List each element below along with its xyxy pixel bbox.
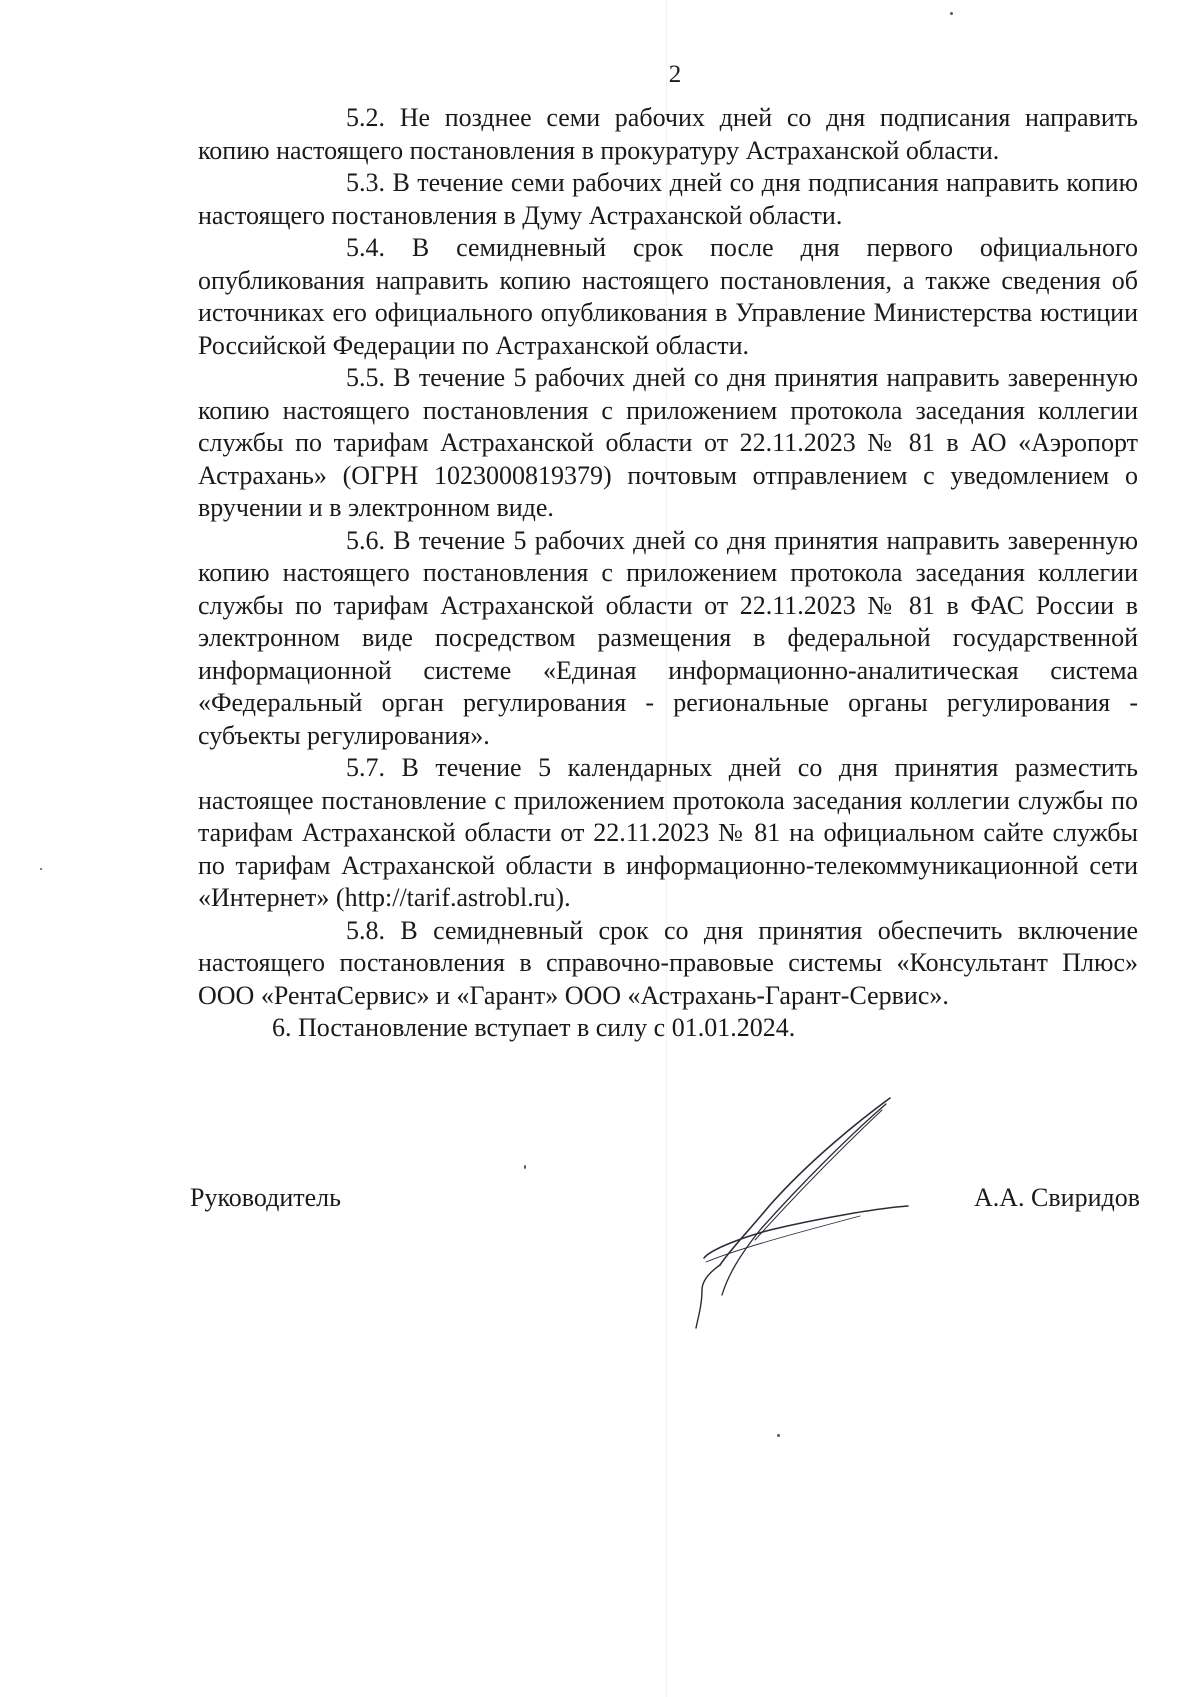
- page-number: 2: [668, 61, 682, 88]
- clause-text: Постановление вступает в силу с 01.01.2024.: [298, 1013, 796, 1042]
- clause-text: В семидневный срок после дня первого официального опубликования направить копию настоящего постановления, а также сведения об источниках его официального опубликования в Управление Министерства юстиции Российской Федерации по Астраханской области.: [198, 233, 1138, 360]
- clause-text: В течение 5 рабочих дней со дня принятия направить заверенную копию настоящего постановления с приложением протокола заседания коллегии службы по тарифам Астраханской области от 22.11.2023 № 81 в АО «Аэропорт Астрахань» (ОГРН 1023000819379) почтовым отправлением с уведомлением о вручении и в электронном виде.: [198, 363, 1138, 522]
- clause-number: 5.3.: [346, 168, 385, 197]
- clause-5-3: [198, 167, 1138, 232]
- clause-text: В течение 5 рабочих дней со дня принятия направить заверенную копию настоящего постановления с приложением протокола заседания коллегии службы по тарифам Астраханской области от 22.11.2023 № 81 в ФАС России в электронном виде посредством размещения в федеральной государственной информационной системе «Единая информационно-аналитическая система «Федеральный орган регулирования - региональные органы регулирования - субъекты регулирования».: [198, 525, 1138, 750]
- clause-6: [198, 1012, 1138, 1045]
- signatory-position: Руководитель: [190, 1183, 341, 1212]
- clause-5-6: [198, 525, 1138, 753]
- clause-number: 5.8.: [346, 915, 385, 945]
- clause-number: 5.5.: [346, 363, 385, 392]
- signatory-name: А.А. Свиридов: [973, 1183, 1140, 1212]
- clause-number: 5.6.: [346, 525, 385, 555]
- clause-5-8: [198, 915, 1138, 1013]
- clause-text: В течение 5 календарных дней со дня принятия разместить настоящее постановление с приложением протокола заседания коллегии службы по тарифам Астраханской области от 22.11.2023 № 81 на официальном сайте службы по тарифам Астраханской области в информационно-телекоммуникационной сети «Интернет» (http://tarif.astrobl.ru).: [198, 753, 1139, 912]
- clause-number: 5.7.: [346, 753, 385, 782]
- clause-text: В семидневный срок со дня принятия обеспечить включение настоящего постановления в справочно-правовые системы «Консультант Плюс» ООО «РентаСервис» и «Гарант» ООО «Астрахань-Гарант-Сервис».: [198, 915, 1139, 1010]
- clause-text: Не позднее семи рабочих дней со дня подписания направить копию настоящего постановления в прокуратуру Астраханской области.: [198, 103, 1138, 165]
- clause-text: В течение семи рабочих дней со дня подписания направить копию настоящего постановления в Думу Астраханской области.: [198, 168, 1138, 230]
- clause-number: 5.4.: [346, 233, 385, 262]
- scan-speck: [524, 1165, 526, 1169]
- clause-5-2: [198, 102, 1138, 167]
- scan-speck: [777, 1434, 780, 1437]
- clause-number: 5.2.: [346, 103, 385, 132]
- clause-5-5: [198, 362, 1138, 525]
- clause-number: 6.: [272, 1013, 292, 1042]
- clause-5-4: [198, 232, 1138, 362]
- document-body: [198, 102, 1138, 1045]
- scan-speck: [950, 12, 953, 15]
- clause-5-7: [198, 752, 1138, 915]
- signature-block: [190, 1182, 1140, 1222]
- scan-speck: [40, 868, 42, 870]
